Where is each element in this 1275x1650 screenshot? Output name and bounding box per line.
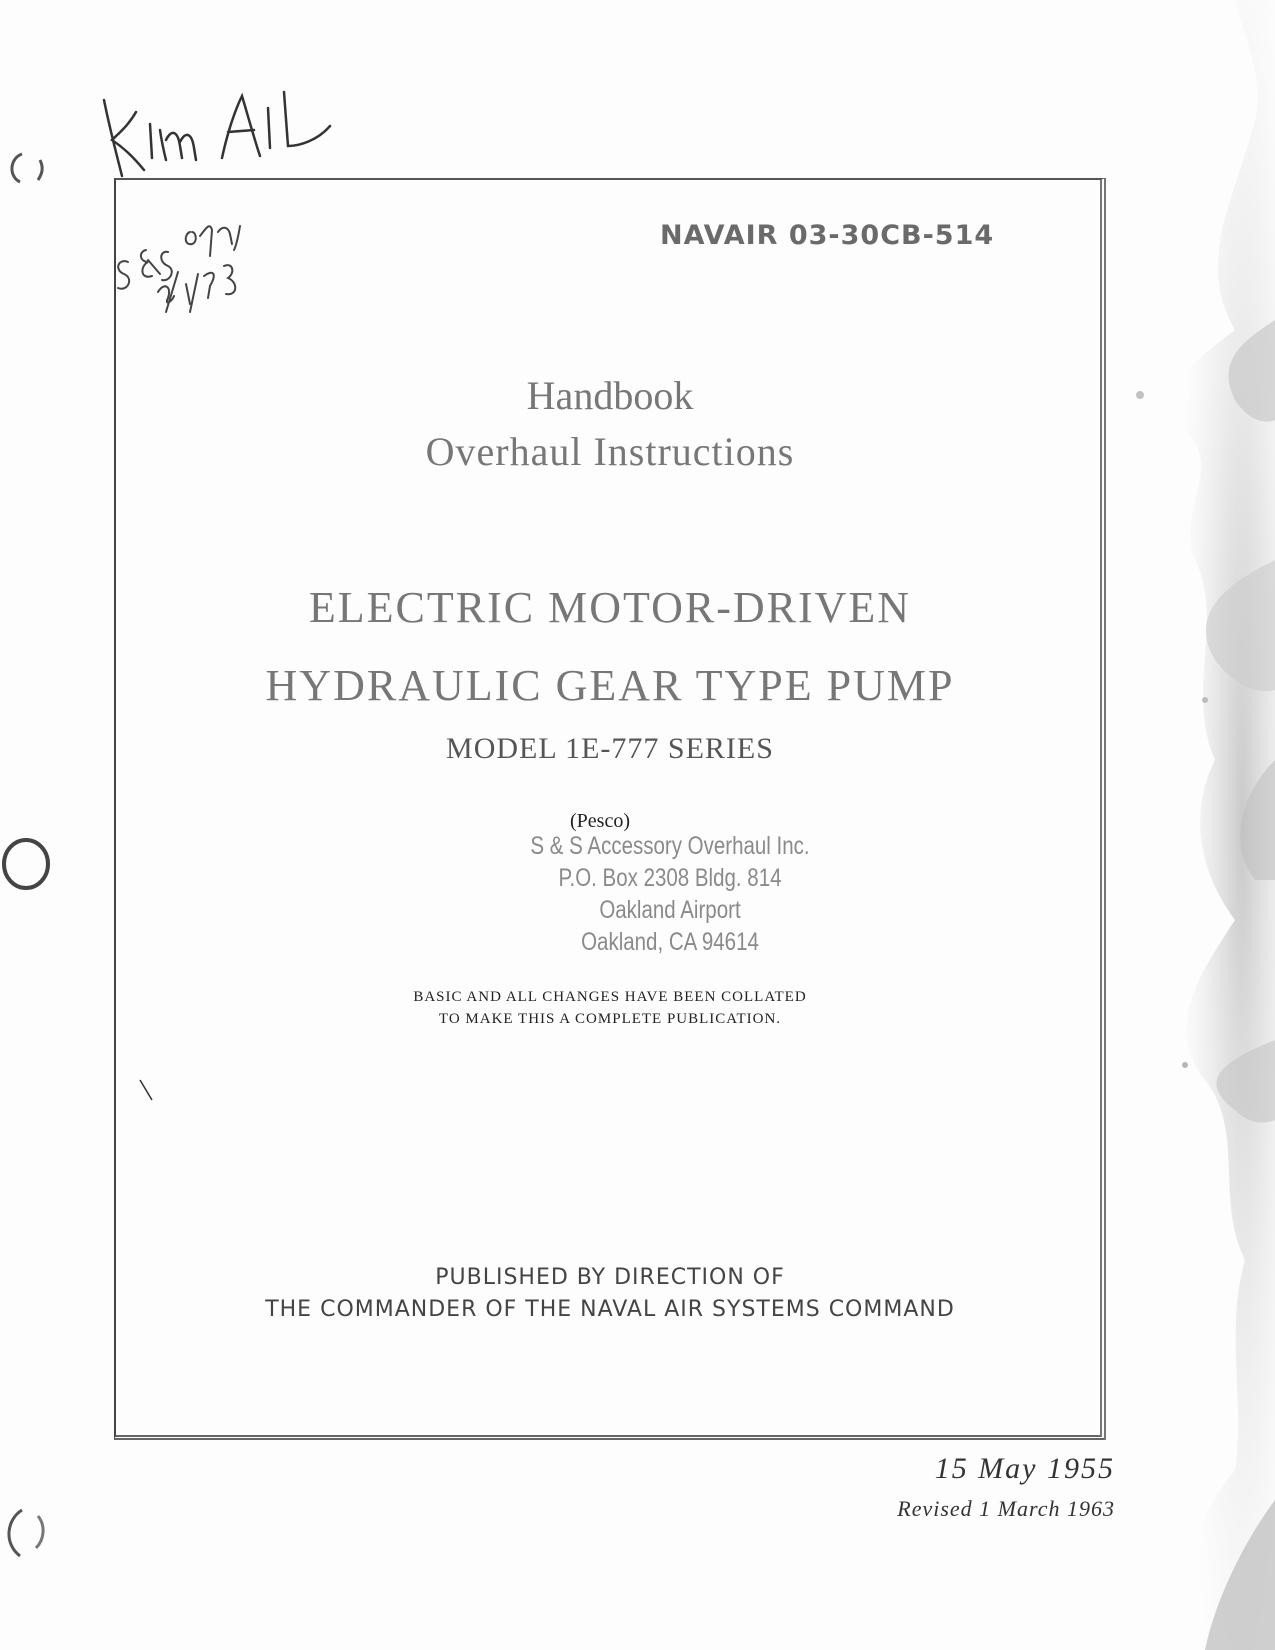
collation-notice [114, 986, 1106, 1030]
handwriting-kim-air [104, 92, 330, 176]
collation-line-1: BASIC AND ALL CHANGES HAVE BEEN COLLATED [413, 989, 807, 1005]
stamp-line-3: Oakland Airport [599, 896, 741, 924]
title-page-frame [114, 178, 1106, 1440]
model-series: MODEL 1E-777 SERIES [446, 732, 774, 765]
publisher-line-1: PUBLISHED BY DIRECTION OF [435, 1265, 785, 1290]
title-line-1: ELECTRIC MOTOR-DRIVEN [308, 583, 912, 632]
title-line-2: HYDRAULIC GEAR TYPE PUMP [265, 661, 955, 710]
publisher-line-2: THE COMMANDER OF THE NAVAL AIR SYSTEMS COMMAND [265, 1297, 955, 1322]
stamp-line-1: S & S Accessory Overhaul Inc. [530, 832, 810, 860]
publisher-statement [114, 1262, 1106, 1326]
publication-date: 15 May 1955 [934, 1452, 1115, 1485]
heading-overhaul-instructions: Overhaul Instructions [425, 429, 795, 474]
manufacturer: (Pesco) [570, 810, 630, 832]
revision-date: Revised 1 March 1963 [897, 1496, 1115, 1521]
collation-line-2: TO MAKE THIS A COMPLETE PUBLICATION. [438, 1011, 782, 1027]
heading-handbook: Handbook [526, 373, 694, 418]
address-stamp [506, 830, 834, 958]
document-number: NAVAIR 03-30CB-514 [660, 220, 995, 251]
stamp-line-2: P.O. Box 2308 Bldg. 814 [558, 864, 782, 892]
stamp-line-4: Oakland, CA 94614 [581, 928, 759, 956]
